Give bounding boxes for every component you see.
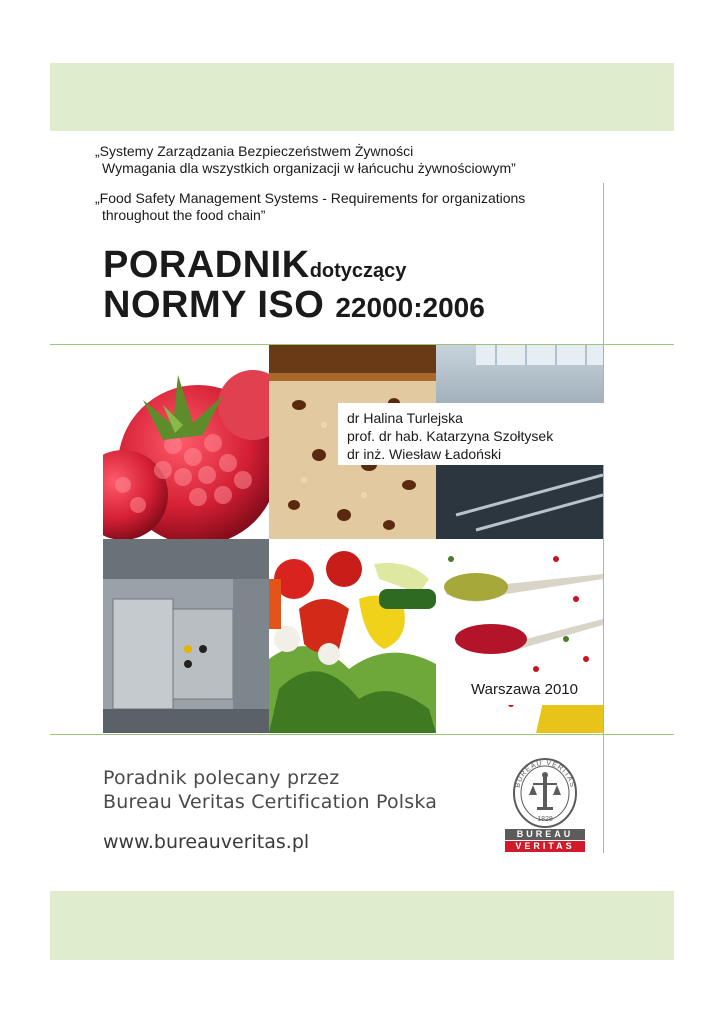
city-year-label: Warszawa 2010 xyxy=(453,675,603,705)
photo-fresh-vegetables xyxy=(269,539,436,733)
bottom-color-band xyxy=(50,891,674,960)
recommendation-text xyxy=(103,766,437,814)
lower-divider-line xyxy=(50,734,674,735)
subtitle-polish-line2: Wymagania dla wszystkich organizacji w łańcuchu żywnościowym” xyxy=(102,160,516,176)
book-cover xyxy=(50,63,674,960)
bureau-veritas-logo xyxy=(505,755,585,853)
authors-box xyxy=(338,403,608,465)
photo-raspberry xyxy=(103,345,269,539)
right-guide-line xyxy=(603,183,604,853)
recommendation-line1: Poradnik polecany przez xyxy=(103,767,340,789)
title-poradnik: PORADNIK xyxy=(103,244,310,286)
author-1: dr Halina Turlejska xyxy=(347,410,463,426)
logo-bureau-bar: BUREAU xyxy=(505,829,585,840)
subtitle-english-line1: „Food Safety Management Systems - Requirements for organizations xyxy=(95,190,526,206)
title-normy-iso: NORMY ISO xyxy=(103,284,325,326)
photo-industrial-machinery xyxy=(103,539,269,733)
title-dotyczacy: dotyczący xyxy=(309,260,407,282)
recommendation-line2: Bureau Veritas Certification Polska xyxy=(103,791,438,813)
logo-ring-text: BUREAU VERITAS xyxy=(514,759,576,789)
subtitle-english-line2: throughout the food chain” xyxy=(102,207,266,223)
logo-veritas-bar: VERITAS xyxy=(505,841,585,852)
subtitle-polish xyxy=(95,143,516,177)
author-2: prof. dr hab. Katarzyna Szołtysek xyxy=(347,428,554,444)
title-standard-number: 22000:2006 xyxy=(335,292,485,323)
website-url[interactable]: www.bureauveritas.pl xyxy=(103,831,310,853)
subtitle-english xyxy=(95,190,525,224)
logo-year: 1828 xyxy=(537,816,553,823)
author-3: dr inż. Wiesław Ładoński xyxy=(347,446,502,462)
subtitle-polish-line1: „Systemy Zarządzania Bezpieczeństwem Żywności xyxy=(95,143,414,159)
top-color-band xyxy=(50,63,674,131)
title-line2 xyxy=(103,285,485,328)
bureau-veritas-seal-icon xyxy=(505,755,585,829)
